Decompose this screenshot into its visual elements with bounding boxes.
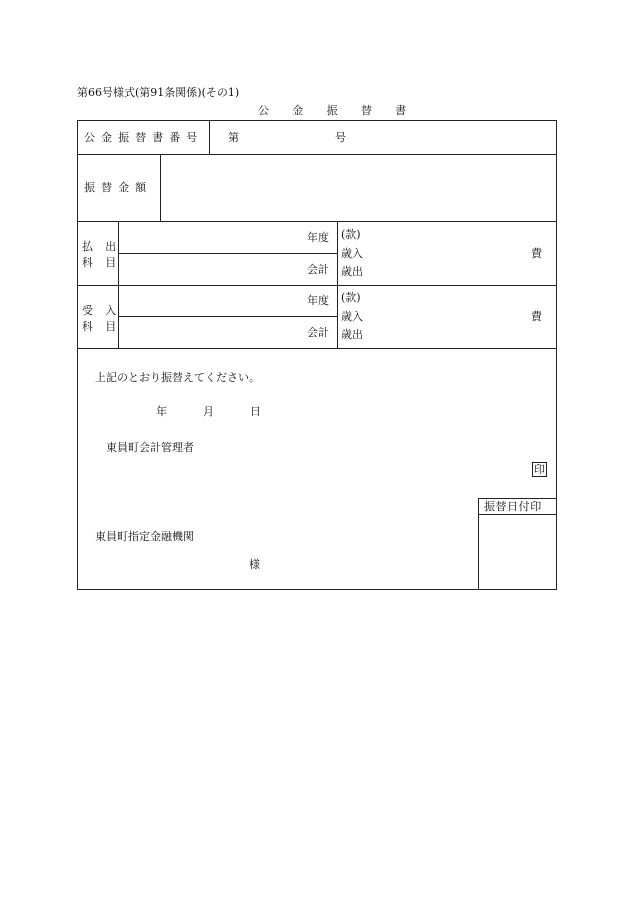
receipt-kan: (款) <box>341 291 361 304</box>
honorific: 様 <box>249 558 260 571</box>
transfer-date-stamp-label: 振替日付印 <box>484 500 542 513</box>
date-month: 月 <box>203 405 214 418</box>
payment-label-line2: 科 目 <box>82 256 121 269</box>
date-year: 年 <box>156 405 167 418</box>
payment-year-label: 年度 <box>307 231 329 244</box>
payment-kan: (款) <box>341 228 361 241</box>
seal-mark: 印 <box>534 463 545 476</box>
document-title: 公 金 振 替 書 <box>258 104 417 117</box>
payment-revenue: 歳入 <box>341 247 363 260</box>
receipt-account-label: 会計 <box>307 326 329 339</box>
number-prefix: 第 <box>228 131 239 144</box>
request-text: 上記のとおり振替えてください。 <box>95 371 260 384</box>
date-day: 日 <box>250 405 261 418</box>
payment-expense-unit: 費 <box>531 247 542 260</box>
form-label: 第66号様式(第91条関係)(その1) <box>77 86 240 99</box>
payment-label-line1: 払 出 <box>82 240 121 253</box>
receipt-expense-unit: 費 <box>531 310 542 323</box>
receipt-label-line1: 受 入 <box>82 304 121 317</box>
bank-name: 東員町指定金融機関 <box>95 530 194 543</box>
receipt-year-label: 年度 <box>307 294 329 307</box>
receipt-expenditure: 歳出 <box>341 328 363 341</box>
payment-expenditure: 歳出 <box>341 265 363 278</box>
receipt-label-line2: 科 目 <box>82 320 121 333</box>
number-suffix: 号 <box>335 131 346 144</box>
issuer-name: 東員町会計管理者 <box>106 441 194 454</box>
payment-account-label: 会計 <box>307 263 329 276</box>
receipt-revenue: 歳入 <box>341 310 363 323</box>
number-row-label: 公金振替書番号 <box>84 131 204 144</box>
amount-row-label: 振替金額 <box>84 181 153 194</box>
